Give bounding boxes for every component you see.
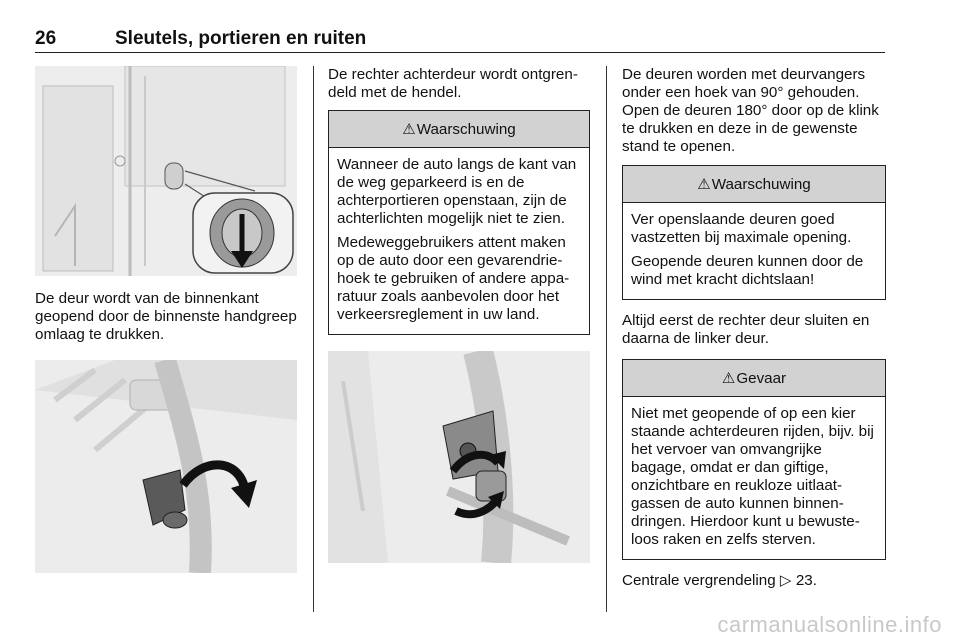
close-order-text: Altijd eerst de rechter deur sluiten en daarna de linker deur.: [622, 312, 870, 347]
instruction-text: De deur wordt van de binnenkant geopend door de binnenste handgreep omlaag te drukken.: [35, 290, 297, 343]
chapter-title: Sleutels, portieren en ruiten: [115, 28, 367, 49]
column-middle: [328, 66, 590, 563]
crossref-label: Centrale vergrendeling: [622, 572, 776, 589]
door-lever-illustration: [35, 360, 297, 573]
crossref-page: 23.: [795, 572, 817, 589]
danger-text: Niet met geopende of op een kier staande achterdeuren rijden, bijv. bij het vervoer van omvangrijke bagage, omdat er dan giftige, onzichtbare en reukloze uitlaatgassen de auto kunnen binnendringen. Hierdoor kunt u bewusteloos raken en zelfs sterven.: [631, 405, 874, 548]
figure-door-lever: [35, 360, 297, 573]
warning-text: Geopende deuren kunnen door de wind met kracht dichtslaan!: [631, 253, 864, 288]
column-divider: [606, 66, 607, 612]
danger-icon: ⚠: [721, 370, 736, 387]
cross-reference[interactable]: [622, 572, 886, 590]
warning-text: Ver openslaande deuren goed vastzetten bij maximale opening.: [631, 211, 852, 246]
door-check-illustration: [328, 351, 590, 563]
unlock-text: De rechter achterdeur wordt ontgrendeld met de hendel.: [328, 66, 578, 101]
warning-icon: ⚠: [697, 176, 711, 193]
page-ref-arrow-icon: ▷: [779, 572, 792, 589]
warning-box: [622, 165, 886, 300]
door-handle-illustration: [35, 66, 297, 276]
warning-text: Medeweggebruikers attent maken op de auto door een gevarendriehoek te gebruiken of andere apparatuur zoals aanbevolen door het verkeersreglement in uw land.: [337, 234, 570, 323]
warning-box: [328, 110, 590, 335]
warning-header: [329, 111, 589, 148]
column-divider: [313, 66, 314, 612]
page-number: 26: [35, 28, 57, 49]
danger-box: [622, 359, 886, 560]
warning-text: Wanneer de auto langs de kant van de weg geparkeerd is en de achterportieren openstaan, zijn de achterlichten mogelijk niet te zien.: [337, 156, 577, 227]
watermark: carmanualsonline.info: [717, 612, 942, 637]
warning-title: Waarschuwing: [416, 120, 516, 138]
column-left: [35, 66, 297, 573]
door-check-text: De deuren worden met deurvangers onder een hoek van 90° gehouden. Open de deuren 180° door op de klink te drukken en deze in de gewenste stand te openen.: [622, 66, 879, 155]
danger-header: [623, 360, 885, 397]
warning-header: [623, 166, 885, 203]
page-header: [35, 28, 885, 53]
warning-title: Waarschuwing: [711, 175, 811, 193]
warning-icon: ⚠: [402, 121, 416, 138]
column-right: [622, 66, 886, 590]
figure-door-check: [328, 351, 590, 563]
danger-title: Gevaar: [736, 369, 787, 387]
figure-door-inner-handle: [35, 66, 297, 276]
